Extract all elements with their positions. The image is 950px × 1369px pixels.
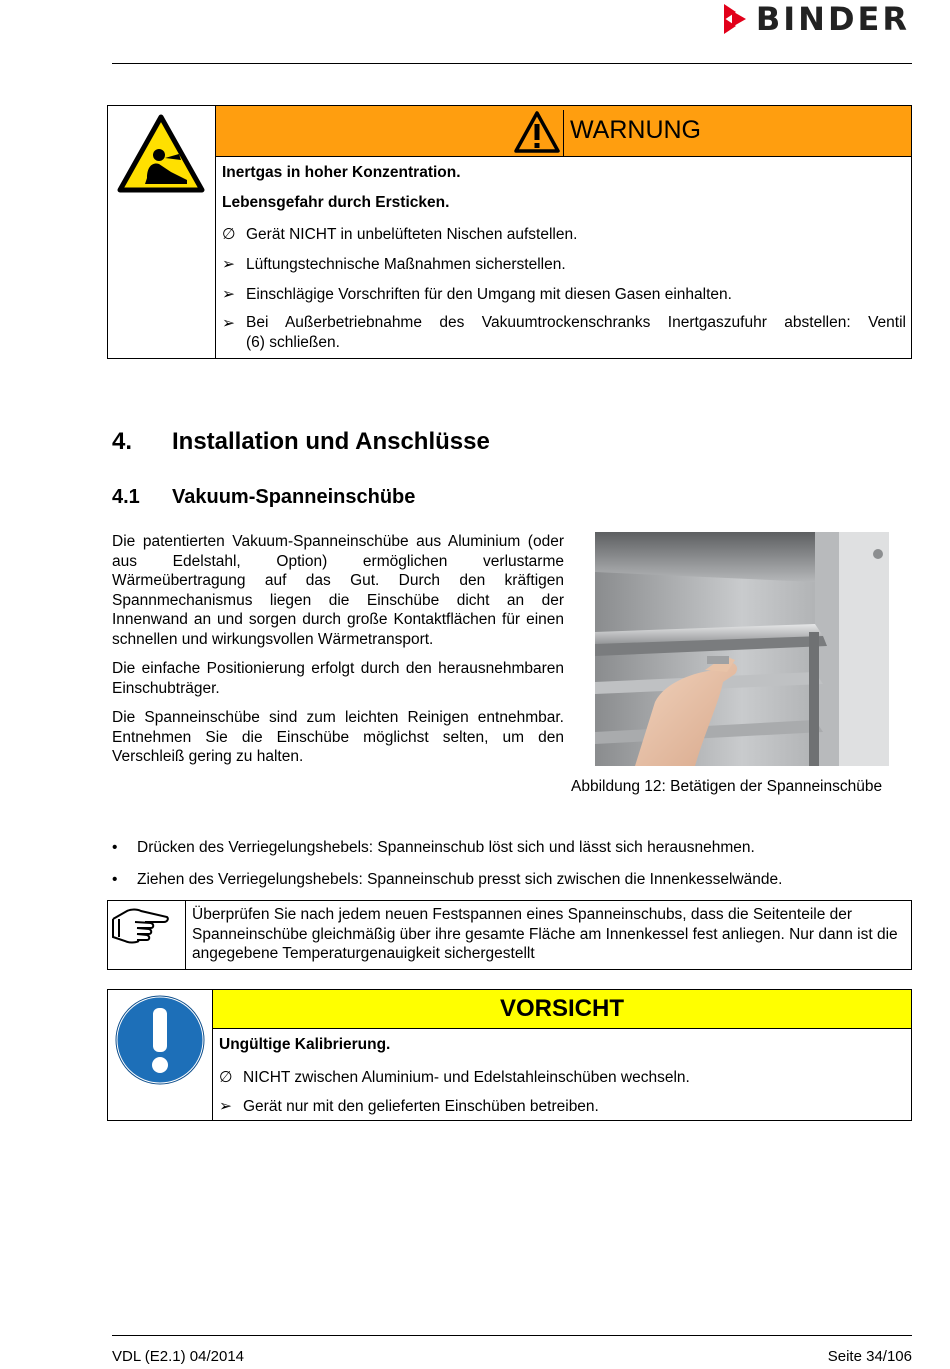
caution-icon-cell bbox=[108, 990, 213, 1120]
warning-line-1: Inertgas in hoher Konzentration. bbox=[222, 164, 461, 181]
prohibition-symbol: ∅ bbox=[219, 1069, 233, 1086]
bullet-item-2: • Ziehen des Verriegelungshebels: Spanneinschub presst sich zwischen die Innenkesselwände. bbox=[112, 871, 783, 888]
pointing-hand-icon bbox=[111, 907, 169, 947]
paragraph-3: Die Spanneinschübe sind zum leichten Reinigen entnehmbar. Entnehmen Sie die Einschübe möglichst selten, um den Verschleiß gering zu halten. bbox=[112, 709, 564, 765]
note-box bbox=[107, 900, 912, 970]
footer-page-number: Seite 34/106 bbox=[827, 1348, 912, 1365]
warning-line-5: ➢ Einschlägige Vorschriften für den Umgang mit diesen Gasen einhalten. bbox=[222, 286, 732, 303]
asphyxiation-hazard-icon bbox=[117, 114, 205, 194]
arrow-bullet-icon: ➢ bbox=[219, 1098, 232, 1115]
warning-line-6: ➢ Bei Außerbetriebnahme des Vakuumtrockenschranks Inertgaszufuhr abstellen: Ventil (6) schließen. bbox=[222, 314, 906, 351]
paragraph-1: Die patentierten Vakuum-Spanneinschübe aus Aluminium (oder aus Edelstahl, Option) ermöglichen verlustarme Wärmeübertragung auf das Gut. Durch den kräftigen Spannmechanismus liegen die Einschübe dicht an der Innenwand an und sorgen durch große Kontaktflächen für einen schnellen und wirkungsvollen Wärmetransport. bbox=[112, 533, 564, 648]
warning-icon-cell bbox=[108, 106, 216, 358]
footer-rule bbox=[112, 1335, 912, 1336]
figure-caption: Abbildung 12: Betätigen der Spanneinschübe bbox=[571, 778, 883, 795]
arrow-bullet-icon: ➢ bbox=[222, 315, 235, 332]
figure-photo bbox=[595, 532, 889, 766]
note-icon-cell bbox=[108, 901, 186, 969]
caution-title: VORSICHT bbox=[499, 995, 624, 1022]
caution-header bbox=[213, 990, 911, 1029]
header-rule bbox=[112, 63, 912, 64]
subsection-heading: 4.1 Vakuum-Spanneinschübe bbox=[112, 486, 416, 508]
footer-document-id: VDL (E2.1) 04/2014 bbox=[112, 1348, 245, 1365]
arrow-bullet-icon: ➢ bbox=[222, 256, 235, 273]
binder-logo-mark-icon bbox=[722, 2, 750, 36]
warning-header bbox=[216, 106, 911, 157]
warning-line-3: ∅ Gerät NICHT in unbelüfteten Nischen aufstellen. bbox=[222, 226, 578, 243]
warning-line-4: ➢ Lüftungstechnische Maßnahmen sicherstellen. bbox=[222, 256, 566, 273]
section-heading: 4. Installation und Anschlüsse bbox=[112, 428, 490, 455]
bullet-item-1: • Drücken des Verriegelungshebels: Spanneinschub löst sich und lässt sich herausnehmen. bbox=[112, 839, 755, 856]
brand-name: BINDER bbox=[755, 0, 910, 38]
prohibition-symbol: ∅ bbox=[222, 226, 236, 243]
warning-title: WARNUNG bbox=[570, 116, 702, 144]
note-text: Überprüfen Sie nach jedem neuen Festspannen eines Spanneinschubs, dass die Seitenteile der Spanneinschübe gleichmäßig über ihre gesamte Fläche am Innenkessel fest anliegen. Nur dann ist die angegebene Temperaturgenauigkeit sichergestellt bbox=[192, 906, 898, 962]
warning-header-icon-cell bbox=[512, 110, 564, 156]
caution-line-3: ➢ Gerät nur mit den gelieferten Einschüben betreiben. bbox=[219, 1098, 599, 1115]
vacuum-shelf-photo bbox=[595, 532, 889, 766]
caution-box bbox=[107, 989, 912, 1121]
bullet-dot-icon: • bbox=[112, 839, 118, 856]
caution-line-1: Ungültige Kalibrierung. bbox=[219, 1036, 391, 1053]
brand-logo bbox=[722, 2, 910, 36]
caution-line-2: ∅ NICHT zwischen Aluminium- und Edelstahleinschüben wechseln. bbox=[219, 1069, 690, 1086]
mandatory-exclamation-icon bbox=[114, 994, 206, 1086]
warning-line-2: Lebensgefahr durch Ersticken. bbox=[222, 194, 450, 211]
paragraph-2: Die einfache Positionierung erfolgt durch den herausnehmbaren Einschubträger. bbox=[112, 660, 564, 697]
warning-triangle-icon bbox=[514, 110, 560, 154]
arrow-bullet-icon: ➢ bbox=[222, 286, 235, 303]
bullet-dot-icon: • bbox=[112, 871, 118, 888]
warning-box bbox=[107, 105, 912, 359]
